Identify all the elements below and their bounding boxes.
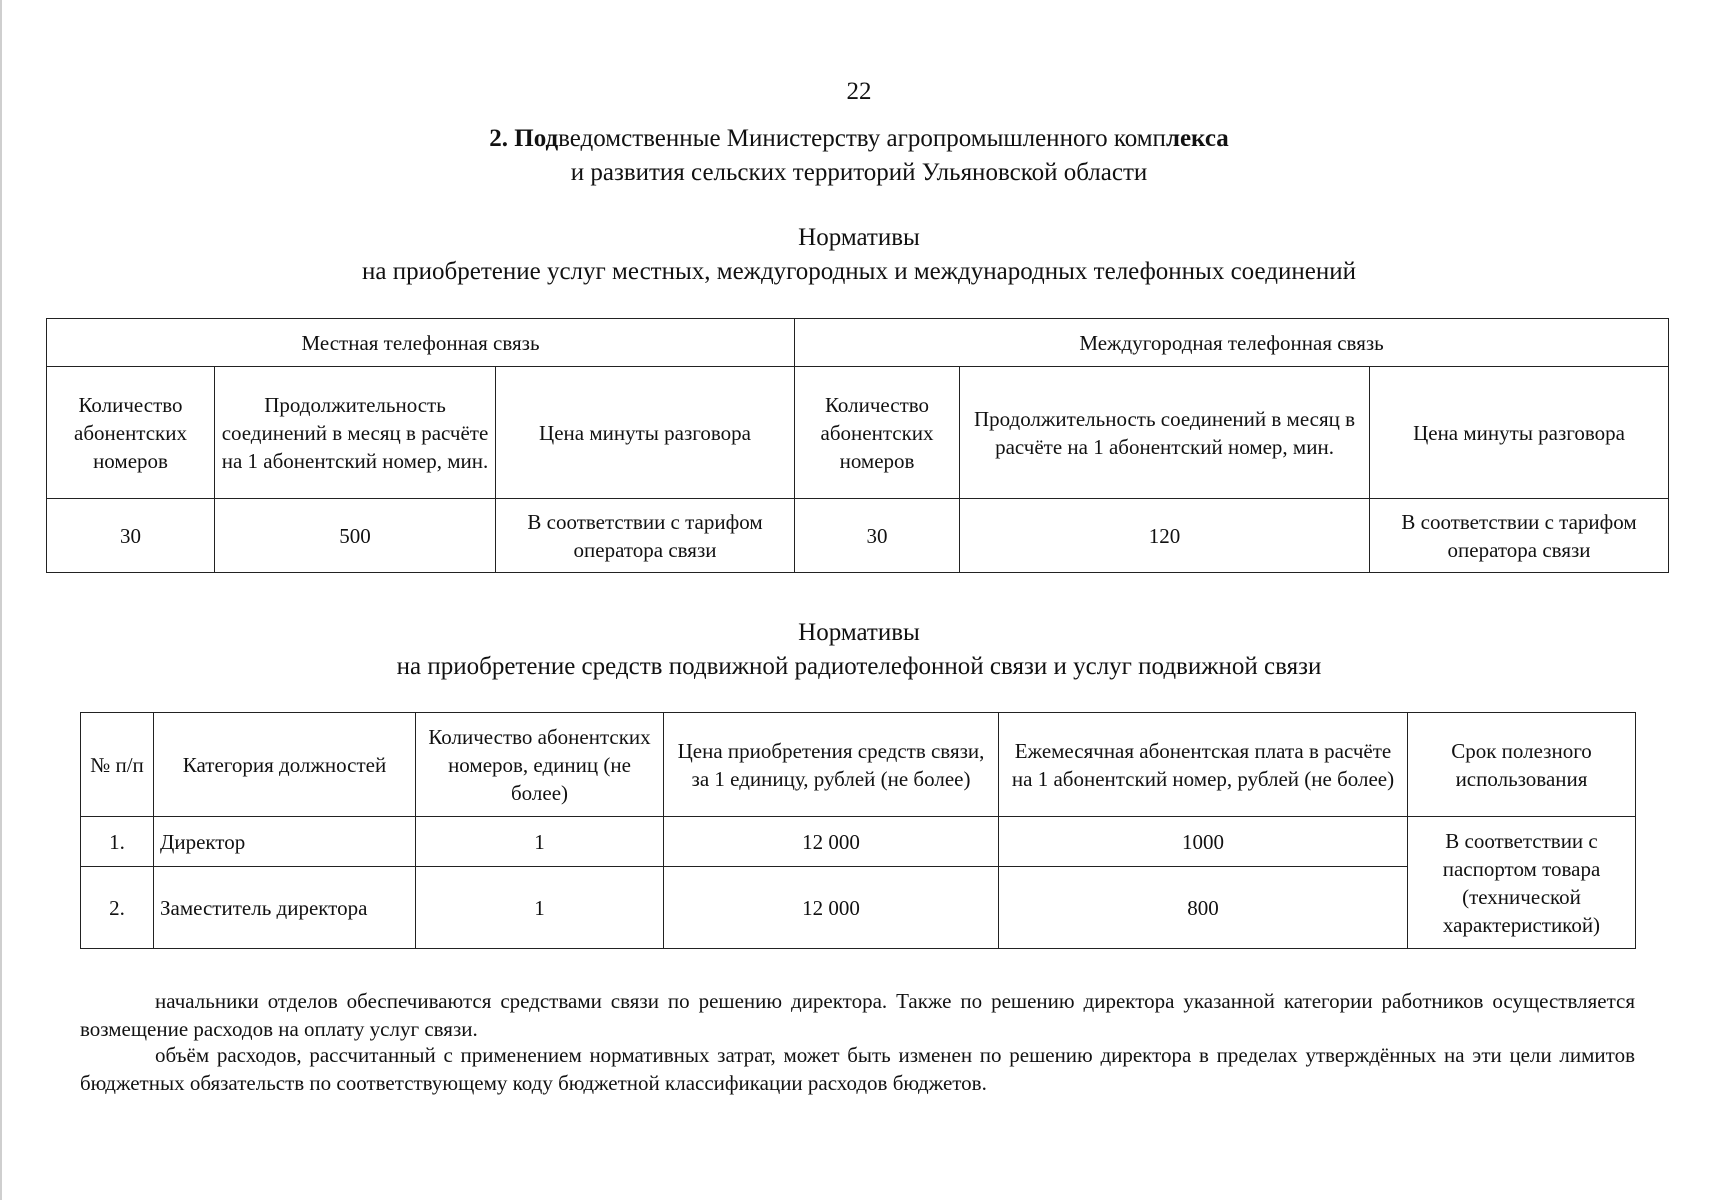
table-row bbox=[81, 867, 1636, 949]
paragraph-1: начальники отделов обеспечиваются средствами связи по решению директора. Также по решению директора указанной категории работников осуществляется возмещение расходов на оплату услуг связи. bbox=[80, 989, 1635, 1041]
header-price: Цена приобретения средств связи, за 1 единицу, рублей (не более) bbox=[664, 713, 999, 817]
header-intercity-count: Количество абонентских номеров bbox=[795, 367, 960, 499]
header-fee: Ежемесячная абонентская плата в расчёте на 1 абонентский номер, рублей (не более) bbox=[999, 713, 1408, 817]
header-intercity-duration: Продолжительность соединений в месяц в расчёте на 1 абонентский номер, мин. bbox=[960, 367, 1370, 499]
section2-heading bbox=[0, 616, 1718, 684]
section2-subtitle: на приобретение средств подвижной радиотелефонной связи и услуг подвижной связи bbox=[396, 653, 1322, 680]
heading-line-1 bbox=[0, 122, 1718, 156]
row-price: 12 000 bbox=[664, 867, 999, 949]
group-intercity: Междугородная телефонная связь bbox=[795, 319, 1669, 367]
local-count-value: 30 bbox=[47, 499, 215, 573]
section1-subtitle: на приобретение услуг местных, междугородных и международных телефонных соединений bbox=[362, 258, 1356, 285]
section1-title: Нормативы bbox=[798, 224, 920, 251]
header-local-duration: Продолжительность соединений в месяц в расчёте на 1 абонентский номер, мин. bbox=[215, 367, 496, 499]
paragraph-2: объём расходов, рассчитанный с применением нормативных затрат, может быть изменен по решению директора в пределах утверждённых на эти цели лимитов бюджетных обязательств по соответствующему коду бюджетной классификации расходов бюджетов. bbox=[80, 1043, 1635, 1095]
header-num: № п/п bbox=[81, 713, 154, 817]
heading-prefix: 2. bbox=[489, 125, 515, 152]
row-category: Заместитель директора bbox=[154, 867, 416, 949]
term-value: В соответствии с паспортом товара (технической характеристикой) bbox=[1408, 817, 1636, 949]
row-fee: 1000 bbox=[999, 817, 1408, 867]
intercity-price-value: В соответствии с тарифом оператора связи bbox=[1370, 499, 1669, 573]
header-local-count: Количество абонентских номеров bbox=[47, 367, 215, 499]
section-heading bbox=[0, 122, 1718, 190]
heading-bold-end: лекса bbox=[1165, 125, 1229, 152]
row-num: 2. bbox=[81, 867, 154, 949]
header-count: Количество абонентских номеров, единиц (не более) bbox=[416, 713, 664, 817]
telephone-norms-table bbox=[46, 318, 1669, 573]
row-category: Директор bbox=[154, 817, 416, 867]
heading-bold-start: Под bbox=[514, 125, 559, 152]
row-count: 1 bbox=[416, 817, 664, 867]
header-category: Категория должностей bbox=[154, 713, 416, 817]
mobile-norms-table bbox=[80, 712, 1636, 949]
group-local: Местная телефонная связь bbox=[47, 319, 795, 367]
table-row bbox=[81, 817, 1636, 867]
header-local-price: Цена минуты разговора bbox=[496, 367, 795, 499]
intercity-duration-value: 120 bbox=[960, 499, 1370, 573]
row-num: 1. bbox=[81, 817, 154, 867]
row-price: 12 000 bbox=[664, 817, 999, 867]
header-intercity-price: Цена минуты разговора bbox=[1370, 367, 1669, 499]
row-fee: 800 bbox=[999, 867, 1408, 949]
page-number: 22 bbox=[846, 78, 872, 105]
local-duration-value: 500 bbox=[215, 499, 496, 573]
heading-line-2: и развития сельских территорий Ульяновской области bbox=[570, 159, 1148, 186]
header-term: Срок полезного использования bbox=[1408, 713, 1636, 817]
heading-middle: ведомственные Министерству агропромышленного комп bbox=[558, 125, 1166, 152]
intercity-count-value: 30 bbox=[795, 499, 960, 573]
section2-title: Нормативы bbox=[798, 619, 920, 646]
section1-heading bbox=[0, 221, 1718, 289]
row-count: 1 bbox=[416, 867, 664, 949]
local-price-value: В соответствии с тарифом оператора связи bbox=[496, 499, 795, 573]
